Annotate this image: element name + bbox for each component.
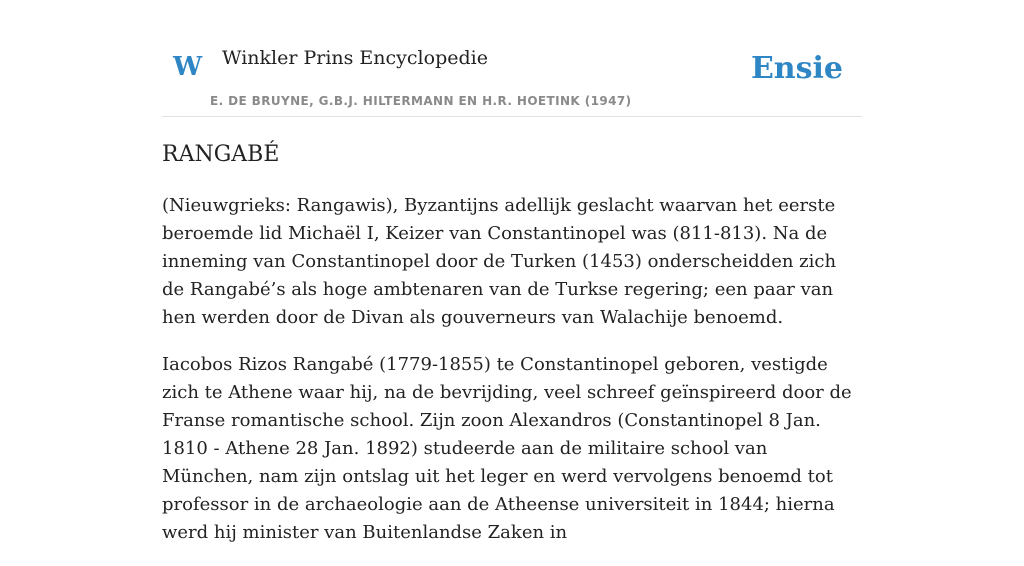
source-authors: E. DE BRUYNE, G.B.J. HILTERMANN EN H.R. HOETINK (1947) <box>210 94 632 108</box>
article-page <box>162 0 862 543</box>
ensie-logo[interactable]: Ensie <box>750 51 843 86</box>
article-title: RANGABÉ <box>162 142 280 167</box>
source-header <box>162 0 862 117</box>
article-paragraph: (Nieuwgrieks: Rangawis), Byzantijns adellijk geslacht waarvan het eerste beroemde lid Michaël I, Keizer van Constantinopel was (811-813). Na de inneming van Constantinopel door de Turken (1453) onderscheidden zich de Rangabé’s als hoge ambtenaren van de Turkse regering; een paar van hen werden door de Divan als gouverneurs van Walachije benoemd. <box>162 195 837 328</box>
winkler-prins-logo[interactable]: W <box>173 52 203 82</box>
article-body <box>162 192 862 566</box>
source-title[interactable]: Winkler Prins Encyclopedie <box>222 47 488 69</box>
article-paragraph: Iacobos Rizos Rangabé (1779-1855) te Constantinopel geboren, vestigde zich te Athene waar hij, na de bevrijding, veel schreef geïnspireerd door de Franse romantische school. Zijn zoon Alexandros (Constantinopel 8 Jan. 1810 - Athene 28 Jan. 1892) studeerde aan de militaire school van München, nam zijn ontslag uit het leger en werd vervolgens benoemd tot professor in de archaeologie aan de Atheense universiteit in 1844; hierna werd hij minister van Buitenlandse Zaken in <box>162 354 852 543</box>
